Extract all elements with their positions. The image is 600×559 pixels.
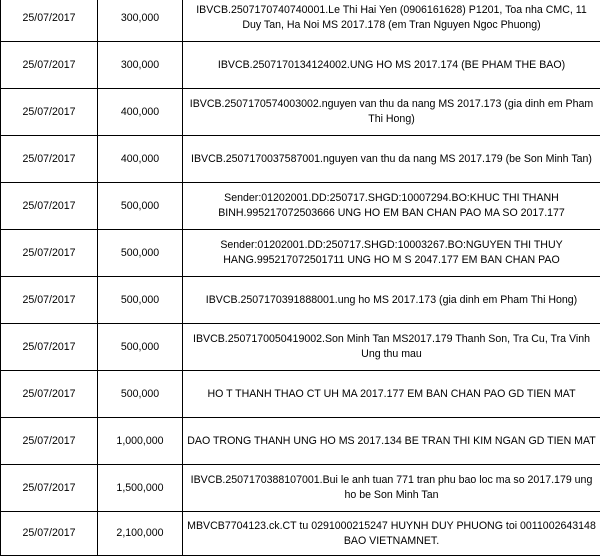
table-row	[1, 89, 600, 136]
description-cell: IBVCB.2507170574003002.nguyen van thu da nang MS 2017.173 (gia dinh em Pham Thi Hong)	[183, 89, 600, 136]
description-cell: IBVCB.2507170037587001.nguyen van thu da nang MS 2017.179 (be Son Minh Tan)	[183, 136, 600, 183]
date-cell: 25/07/2017	[1, 0, 98, 42]
description-cell: IBVCB.2507170740740001.Le Thi Hai Yen (0906161628) P1201, Toa nha CMC, 11 Duy Tan, Ha Noi MS 2017.178 (em Tran Nguyen Ngoc Phuong)	[183, 0, 600, 42]
amount-cell: 2,100,000	[98, 512, 183, 556]
date-cell: 25/07/2017	[1, 183, 98, 230]
table-row	[1, 136, 600, 183]
date-cell: 25/07/2017	[1, 465, 98, 512]
amount-cell: 1,000,000	[98, 418, 183, 465]
table-row	[1, 418, 600, 465]
amount-cell: 400,000	[98, 136, 183, 183]
amount-cell: 300,000	[98, 0, 183, 42]
description-cell: HO T THANH THAO CT UH MA 2017.177 EM BAN CHAN PAO GD TIEN MAT	[183, 371, 600, 418]
description-cell: DAO TRONG THANH UNG HO MS 2017.134 BE TRAN THI KIM NGAN GD TIEN MAT	[183, 418, 600, 465]
date-cell: 25/07/2017	[1, 418, 98, 465]
table-row	[1, 0, 600, 42]
amount-cell: 500,000	[98, 371, 183, 418]
date-cell: 25/07/2017	[1, 324, 98, 371]
date-cell: 25/07/2017	[1, 371, 98, 418]
date-cell: 25/07/2017	[1, 89, 98, 136]
table-row	[1, 324, 600, 371]
description-cell: Sender:01202001.DD:250717.SHGD:10007294.BO:KHUC THI THANH BINH.995217072503666 UNG HO EM BAN CHAN PAO MA SO 2017.177	[183, 183, 600, 230]
table-row	[1, 42, 600, 89]
amount-cell: 300,000	[98, 42, 183, 89]
table-row	[1, 183, 600, 230]
table-row	[1, 230, 600, 277]
amount-cell: 500,000	[98, 277, 183, 324]
amount-cell: 500,000	[98, 230, 183, 277]
amount-cell: 1,500,000	[98, 465, 183, 512]
amount-cell: 400,000	[98, 89, 183, 136]
date-cell: 25/07/2017	[1, 42, 98, 89]
date-cell: 25/07/2017	[1, 277, 98, 324]
description-cell: IBVCB.2507170391888001.ung ho MS 2017.173 (gia dinh em Pham Thi Hong)	[183, 277, 600, 324]
description-cell: Sender:01202001.DD:250717.SHGD:10003267.BO:NGUYEN THI THUY HANG.995217072501711 UNG HO M S 2047.177 EM BAN CHAN PAO	[183, 230, 600, 277]
amount-cell: 500,000	[98, 324, 183, 371]
date-cell: 25/07/2017	[1, 512, 98, 556]
table-row	[1, 465, 600, 512]
description-cell: MBVCB7704123.ck.CT tu 0291000215247 HUYNH DUY PHUONG toi 0011002643148 BAO VIETNAMNET.	[183, 512, 600, 556]
table-row	[1, 277, 600, 324]
description-cell: IBVCB.2507170388107001.Bui le anh tuan 771 tran phu bao loc ma so 2017.179 ung ho be Son Minh Tan	[183, 465, 600, 512]
table-row	[1, 371, 600, 418]
date-cell: 25/07/2017	[1, 230, 98, 277]
description-cell: IBVCB.2507170050419002.Son Minh Tan MS2017.179 Thanh Son, Tra Cu, Tra Vinh Ung thu mau	[183, 324, 600, 371]
amount-cell: 500,000	[98, 183, 183, 230]
description-cell: IBVCB.2507170134124002.UNG HO MS 2017.174 (BE PHAM THE BAO)	[183, 42, 600, 89]
table-row	[1, 512, 600, 556]
date-cell: 25/07/2017	[1, 136, 98, 183]
